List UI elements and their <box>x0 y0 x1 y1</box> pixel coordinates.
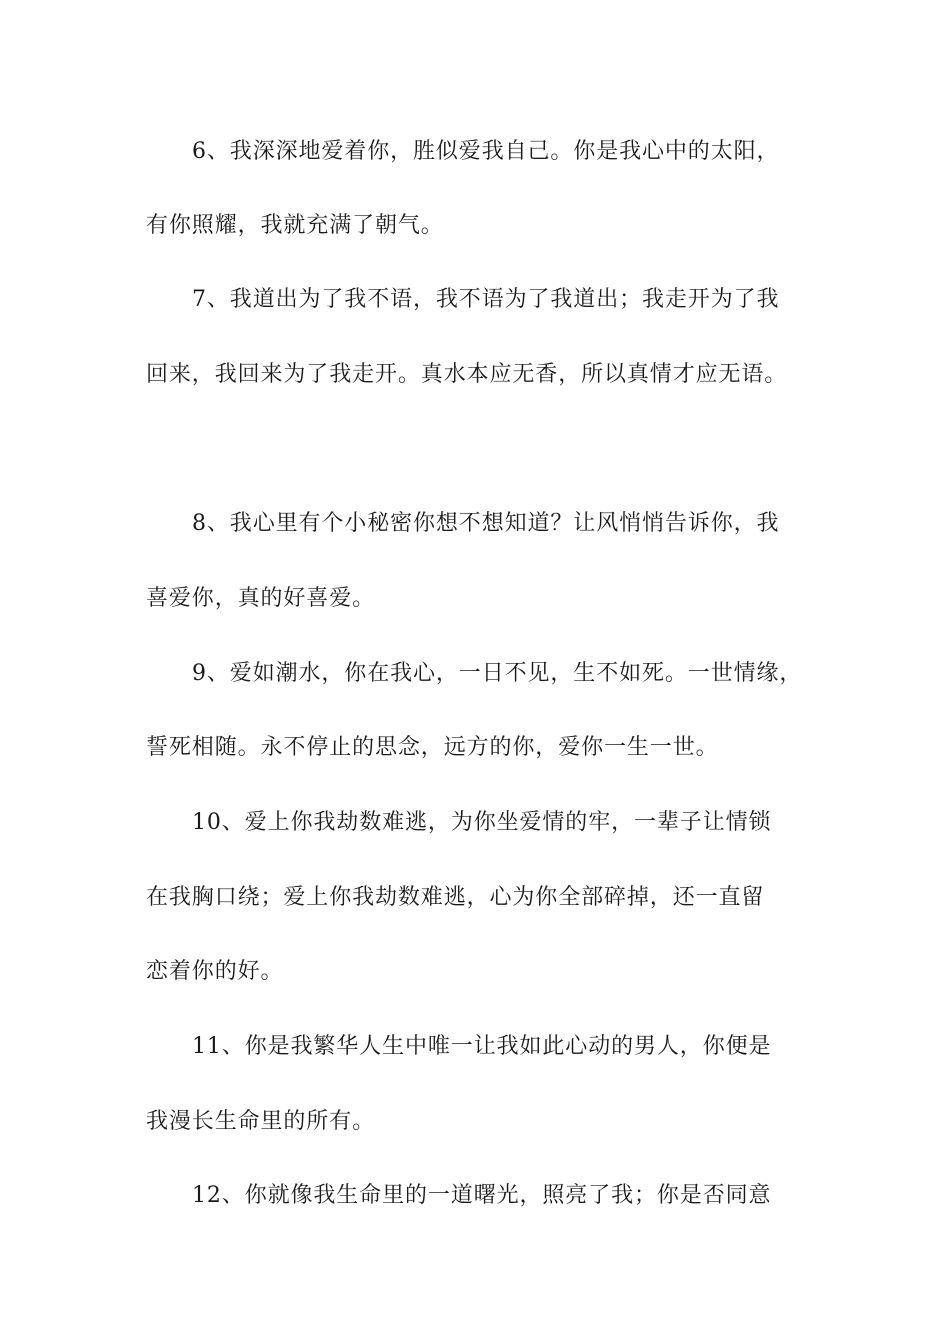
paragraph-12-line-1: 12、你就像我生命里的一道曙光，照亮了我；你是否同意 <box>192 1183 772 1208</box>
paragraph-7-line-1: 7、我道出为了我不语，我不语为了我道出；我走开为了我 <box>192 287 780 312</box>
paragraph-6-line-2: 有你照耀，我就充满了朝气。 <box>146 213 444 238</box>
paragraph-11-line-1: 11、你是我繁华人生中唯一让我如此心动的男人，你便是 <box>192 1034 772 1059</box>
paragraph-10-line-1: 10、爱上你我劫数难逃，为你坐爱情的牢，一辈子让情锁 <box>192 810 772 835</box>
paragraph-9-line-1: 9、爱如潮水，你在我心，一日不见，生不如死。一世情缘， <box>192 661 803 686</box>
paragraph-6-line-1: 6、我深深地爱着你，胜似爱我自己。你是我心中的太阳， <box>192 139 780 164</box>
paragraph-9-line-2: 誓死相随。永不停止的思念，远方的你，爱你一生一世。 <box>146 735 719 760</box>
paragraph-10-line-2: 在我胸口绕；爱上你我劫数难逃，心为你全部碎掉，还一直留 <box>146 885 765 910</box>
paragraph-11-line-2: 我漫长生命里的所有。 <box>146 1109 376 1134</box>
paragraph-8-line-1: 8、我心里有个小秘密你想不想知道？让风悄悄告诉你，我 <box>192 511 780 536</box>
paragraph-10-line-3: 恋着你的好。 <box>146 959 284 984</box>
paragraph-7-line-2: 回来，我回来为了我走开。真水本应无香，所以真情才应无语。 <box>146 362 788 387</box>
paragraph-8-line-2: 喜爱你，真的好喜爱。 <box>146 586 376 611</box>
